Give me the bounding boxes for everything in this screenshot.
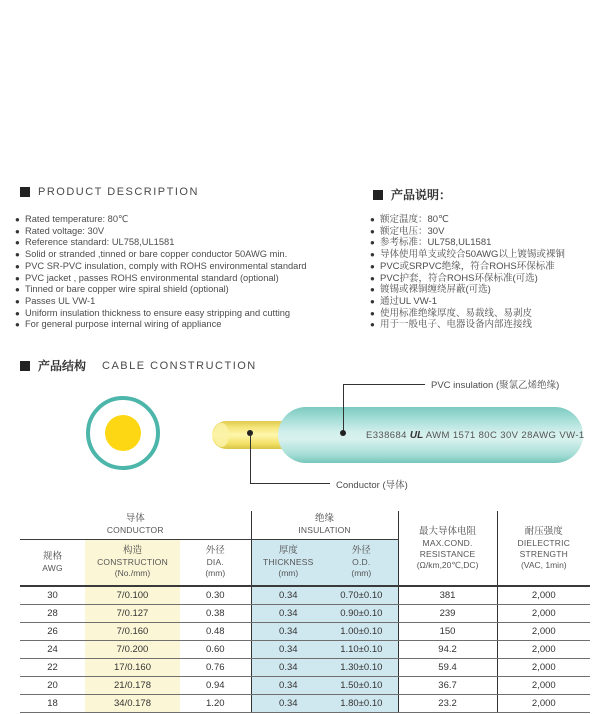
cell-awg: 28 xyxy=(20,604,85,622)
cell-thickness: 0.34 xyxy=(251,604,325,622)
col-header-dia xyxy=(180,539,251,586)
table-row xyxy=(20,640,590,658)
description-item-en: ● Uniform insulation thickness to ensure easy stripping and cutting xyxy=(15,308,365,320)
group-insulation-en: INSULATION xyxy=(298,525,351,536)
cell-thickness: 0.34 xyxy=(251,694,325,712)
insulation-label: PVC insulation (聚氯乙烯绝缘) xyxy=(431,380,560,391)
group-conductor-en: CONDUCTOR xyxy=(106,525,164,536)
conductor-leader-vertical xyxy=(250,434,251,483)
conductor-leader-horizontal xyxy=(250,483,330,484)
cell-thickness: 0.34 xyxy=(251,586,325,604)
cell-dielectric: 2,000 xyxy=(497,658,590,676)
od-en: O.D. xyxy=(352,557,371,568)
table-row xyxy=(20,694,590,712)
cell-dia: 0.60 xyxy=(180,640,251,658)
description-item-zh: ● PVC或SRPVC绝缘，符合ROHS环保标准 xyxy=(370,261,602,273)
cell-resistance: 94.2 xyxy=(398,640,497,658)
cell-od: 0.70±0.10 xyxy=(325,586,398,604)
cell-od: 1.10±0.10 xyxy=(325,640,398,658)
cell-thickness: 0.34 xyxy=(251,640,325,658)
table-row xyxy=(20,658,590,676)
cable-construction-title-en: CABLE CONSTRUCTION xyxy=(102,359,257,372)
cell-dielectric: 2,000 xyxy=(497,586,590,604)
awg-en: AWG xyxy=(42,562,63,573)
cell-construction: 7/0.100 xyxy=(85,586,180,604)
cell-dia: 0.76 xyxy=(180,658,251,676)
description-item-zh: ● 额定电压：30V xyxy=(370,226,602,238)
description-item-en: ● Rated voltage: 30V xyxy=(15,226,365,238)
thickness-unit: (mm) xyxy=(278,568,299,579)
ul-file-number: E338684 xyxy=(366,430,407,441)
cell-awg: 18 xyxy=(20,694,85,712)
od-zh: 外径 xyxy=(351,545,371,557)
jacket-print-legend xyxy=(366,430,585,441)
description-item-en: ● Passes UL VW-1 xyxy=(15,296,365,308)
resistance-en2: RESISTANCE xyxy=(419,548,476,559)
cell-od: 0.90±0.10 xyxy=(325,604,398,622)
insulation-leader-vertical xyxy=(343,384,344,434)
product-description-header-zh xyxy=(373,186,451,203)
col-header-construction xyxy=(85,539,180,586)
cell-dia: 0.94 xyxy=(180,676,251,694)
cell-dia: 1.20 xyxy=(180,694,251,712)
section-square-icon xyxy=(20,187,30,197)
col-header-od xyxy=(325,539,398,586)
section-square-icon xyxy=(373,190,383,200)
cable-construction-title-zh: 产品结构 xyxy=(38,359,87,373)
description-item-zh: ● 用于一般电子、电器设备内部连接线 xyxy=(370,319,602,331)
cell-dia: 0.30 xyxy=(180,586,251,604)
description-item-zh: ● 镀锡或裸铜缠绕屏蔽(可选) xyxy=(370,284,602,296)
description-item-zh: ● 通过UL VW-1 xyxy=(370,296,602,308)
dia-zh: 外径 xyxy=(205,545,225,557)
cell-dielectric: 2,000 xyxy=(497,604,590,622)
cell-construction: 34/0.178 xyxy=(85,694,180,712)
cell-resistance: 23.2 xyxy=(398,694,497,712)
table-row xyxy=(20,586,590,604)
resistance-unit: (Ω/km,20℃,DC) xyxy=(416,559,479,570)
group-insulation-zh: 绝缘 xyxy=(315,513,335,525)
table-row xyxy=(20,622,590,640)
col-header-awg xyxy=(20,539,85,586)
dielectric-zh: 耐压强度 xyxy=(524,525,563,537)
construction-zh: 构造 xyxy=(122,545,142,557)
col-header-dielectric xyxy=(497,511,590,586)
cell-resistance: 381 xyxy=(398,586,497,604)
description-item-zh: ● 额定温度：80℃ xyxy=(370,214,602,226)
cell-awg: 20 xyxy=(20,676,85,694)
construction-unit: (No./mm) xyxy=(114,568,151,579)
cell-thickness: 0.34 xyxy=(251,658,325,676)
cell-thickness: 0.34 xyxy=(251,676,325,694)
ul-mark-icon: UL xyxy=(409,430,424,441)
cell-construction: 7/0.160 xyxy=(85,622,180,640)
cell-construction: 7/0.200 xyxy=(85,640,180,658)
cell-dielectric: 2,000 xyxy=(497,676,590,694)
cell-construction: 17/0.160 xyxy=(85,658,180,676)
description-list-en xyxy=(15,214,365,331)
cell-thickness: 0.34 xyxy=(251,622,325,640)
cell-awg: 22 xyxy=(20,658,85,676)
cell-awg: 26 xyxy=(20,622,85,640)
cable-construction-header xyxy=(20,357,257,374)
product-description-title-zh: 产品说明： xyxy=(391,188,452,202)
dia-en: DIA. xyxy=(206,557,224,568)
description-item-en: ● PVC jacket , passes ROHS environmental standard (optional) xyxy=(15,273,365,285)
awg-zh: 规格 xyxy=(42,550,62,562)
description-item-zh: ● PVC护套，符合ROHS环保标准(可选) xyxy=(370,273,602,285)
spec-table xyxy=(20,511,590,713)
od-unit: (mm) xyxy=(351,568,372,579)
description-item-en: ● Tinned or bare copper wire spiral shield (optional) xyxy=(15,284,365,296)
col-header-resistance xyxy=(398,511,497,586)
col-header-thickness xyxy=(251,539,325,586)
spec-table-body xyxy=(20,586,590,712)
cell-construction: 21/0.178 xyxy=(85,676,180,694)
cell-dia: 0.38 xyxy=(180,604,251,622)
cell-od: 1.80±0.10 xyxy=(325,694,398,712)
cell-awg: 30 xyxy=(20,586,85,604)
thickness-en: THICKNESS xyxy=(263,557,314,568)
resistance-zh: 最大导体电阻 xyxy=(419,525,477,537)
resistance-en1: MAX.COND. xyxy=(422,537,473,548)
description-item-en: ● Reference standard: UL758,UL1581 xyxy=(15,237,365,249)
group-insulation xyxy=(251,511,398,539)
cell-dielectric: 2,000 xyxy=(497,640,590,658)
jacket-print-spec: AWM 1571 80C 30V 28AWG VW-1 xyxy=(425,430,585,441)
conductor-label: Conductor (导体) xyxy=(336,480,408,491)
product-description-title: PRODUCT DESCRIPTION xyxy=(38,186,199,198)
conductor-core-icon xyxy=(105,415,141,451)
dielectric-en1: DIELECTRIC xyxy=(517,537,571,548)
cell-resistance: 239 xyxy=(398,604,497,622)
thickness-zh: 厚度 xyxy=(278,545,298,557)
dia-unit: (mm) xyxy=(205,568,226,579)
construction-en: CONSTRUCTION xyxy=(97,557,168,568)
table-group-header-row xyxy=(20,511,590,539)
table-row xyxy=(20,604,590,622)
description-item-zh: ● 使用标准绝缘厚度、易裁线、易剥皮 xyxy=(370,308,602,320)
cable-cross-section xyxy=(86,396,160,470)
insulation-leader-horizontal xyxy=(343,384,425,385)
table-row xyxy=(20,676,590,694)
cell-dielectric: 2,000 xyxy=(497,622,590,640)
cell-resistance: 59.4 xyxy=(398,658,497,676)
description-item-en: ● PVC SR-PVC insulation, comply with ROHS environmental standard xyxy=(15,261,365,273)
description-list-zh xyxy=(370,214,602,331)
description-item-en: ● For general purpose internal wiring of appliance xyxy=(15,319,365,331)
cell-od: 1.50±0.10 xyxy=(325,676,398,694)
description-item-en: ● Rated temperature: 80℃ xyxy=(15,214,365,226)
group-conductor-zh: 导体 xyxy=(125,513,145,525)
cell-dielectric: 2,000 xyxy=(497,694,590,712)
cell-construction: 7/0.127 xyxy=(85,604,180,622)
dielectric-en2: STRENGTH xyxy=(519,548,568,559)
description-item-zh: ● 参考标准：UL758,UL1581 xyxy=(370,237,602,249)
description-item-zh: ● 导体使用单支或绞合50AWG以上镀锡或裸铜 xyxy=(370,249,602,261)
dielectric-unit: (VAC, 1min) xyxy=(520,559,567,570)
cell-od: 1.30±0.10 xyxy=(325,658,398,676)
product-description-header xyxy=(20,186,199,198)
conductor-rod-end xyxy=(214,423,229,447)
section-square-icon xyxy=(20,361,30,371)
group-conductor xyxy=(20,511,251,539)
cell-resistance: 36.7 xyxy=(398,676,497,694)
cell-od: 1.00±0.10 xyxy=(325,622,398,640)
cell-resistance: 150 xyxy=(398,622,497,640)
description-item-en: ● Solid or stranded ,tinned or bare copper conductor 50AWG min. xyxy=(15,249,365,261)
insulation-leader-dot xyxy=(340,430,346,436)
cell-awg: 24 xyxy=(20,640,85,658)
cell-dia: 0.48 xyxy=(180,622,251,640)
